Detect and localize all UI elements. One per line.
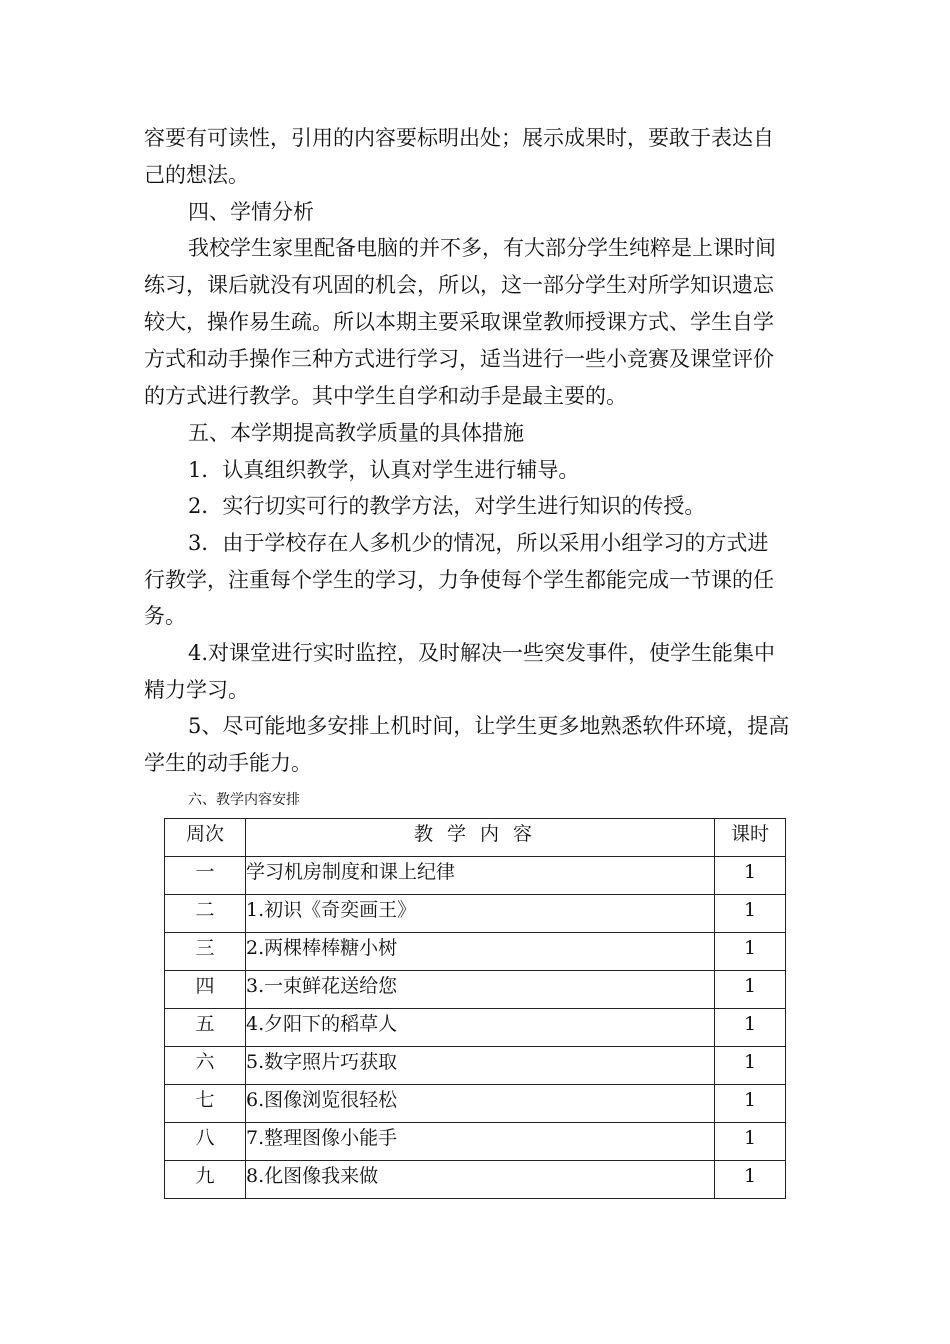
cell-content: 8.化图像我来做 xyxy=(246,1161,715,1199)
table-row xyxy=(165,1047,786,1085)
table-header-row xyxy=(165,819,786,857)
cell-week: 三 xyxy=(165,933,246,971)
table-row xyxy=(165,1161,786,1199)
cell-hours: 1 xyxy=(715,1085,786,1123)
cell-week: 九 xyxy=(165,1161,246,1199)
paragraph-line: 练习，课后就没有巩固的机会，所以，这一部分学生对所学知识遗忘 xyxy=(144,273,774,297)
list-item: 1．认真组织教学，认真对学生进行辅导。 xyxy=(188,458,580,482)
paragraph-line: 方式和动手操作三种方式进行学习，适当进行一些小竞赛及课堂评价 xyxy=(144,347,774,371)
table-row xyxy=(165,933,786,971)
paragraph-line: 己的想法。 xyxy=(144,163,249,187)
cell-week: 七 xyxy=(165,1085,246,1123)
cell-hours: 1 xyxy=(715,1161,786,1199)
cell-content: 6.图像浏览很轻松 xyxy=(246,1085,715,1123)
cell-hours: 1 xyxy=(715,895,786,933)
cell-hours: 1 xyxy=(715,1009,786,1047)
table-row xyxy=(165,1009,786,1047)
paragraph-line: 我校学生家里配备电脑的并不多，有大部分学生纯粹是上课时间 xyxy=(188,236,776,260)
cell-week: 八 xyxy=(165,1123,246,1161)
list-item: 4.对课堂进行实时监控，及时解决一些突发事件，使学生能集中 xyxy=(188,641,776,665)
cell-hours: 1 xyxy=(715,971,786,1009)
table-row xyxy=(165,857,786,895)
cell-content: 1.初识《奇奕画王》 xyxy=(246,895,715,933)
paragraph-line: 精力学习。 xyxy=(144,678,249,702)
list-item: 5、尽可能地多安排上机时间，让学生更多地熟悉软件环境，提高 xyxy=(188,714,790,738)
cell-week: 一 xyxy=(165,857,246,895)
paragraph-line: 容要有可读性，引用的内容要标明出处；展示成果时，要敢于表达自 xyxy=(144,126,774,150)
cell-content: 7.整理图像小能手 xyxy=(246,1123,715,1161)
cell-week: 六 xyxy=(165,1047,246,1085)
cell-hours: 1 xyxy=(715,1123,786,1161)
cell-hours: 1 xyxy=(715,1047,786,1085)
table-row xyxy=(165,1123,786,1161)
cell-content: 2.两棵棒棒糖小树 xyxy=(246,933,715,971)
paragraph-line: 较大，操作易生疏。所以本期主要采取课堂教师授课方式、学生自学 xyxy=(144,310,774,334)
cell-content: 4.夕阳下的稻草人 xyxy=(246,1009,715,1047)
cell-week: 四 xyxy=(165,971,246,1009)
header-content: 教学内容 xyxy=(246,819,715,857)
cell-hours: 1 xyxy=(715,933,786,971)
paragraph-line: 的方式进行教学。其中学生自学和动手是最主要的。 xyxy=(144,384,627,408)
cell-content: 5.数字照片巧获取 xyxy=(246,1047,715,1085)
table-row xyxy=(165,1085,786,1123)
cell-content: 3.一束鲜花送给您 xyxy=(246,971,715,1009)
cell-week: 二 xyxy=(165,895,246,933)
paragraph-line: 学生的动手能力。 xyxy=(144,751,312,775)
table-row xyxy=(165,971,786,1009)
header-hours: 课时 xyxy=(715,819,786,857)
table-caption: 六、教学内容安排 xyxy=(188,792,300,808)
section-heading-measures: 五、本学期提高教学质量的具体措施 xyxy=(188,421,524,445)
list-item: 2．实行切实可行的教学方法，对学生进行知识的传授。 xyxy=(188,494,706,518)
cell-week: 五 xyxy=(165,1009,246,1047)
header-week: 周次 xyxy=(165,819,246,857)
cell-content: 学习机房制度和课上纪律 xyxy=(246,857,715,895)
paragraph-line: 务。 xyxy=(144,604,186,628)
cell-hours: 1 xyxy=(715,857,786,895)
section-heading-learning-analysis: 四、学情分析 xyxy=(188,200,314,224)
table-row xyxy=(165,895,786,933)
schedule-table xyxy=(164,818,786,1199)
paragraph-line: 行教学，注重每个学生的学习，力争使每个学生都能完成一节课的任 xyxy=(144,568,774,592)
list-item: 3．由于学校存在人多机少的情况，所以采用小组学习的方式进 xyxy=(188,531,769,555)
